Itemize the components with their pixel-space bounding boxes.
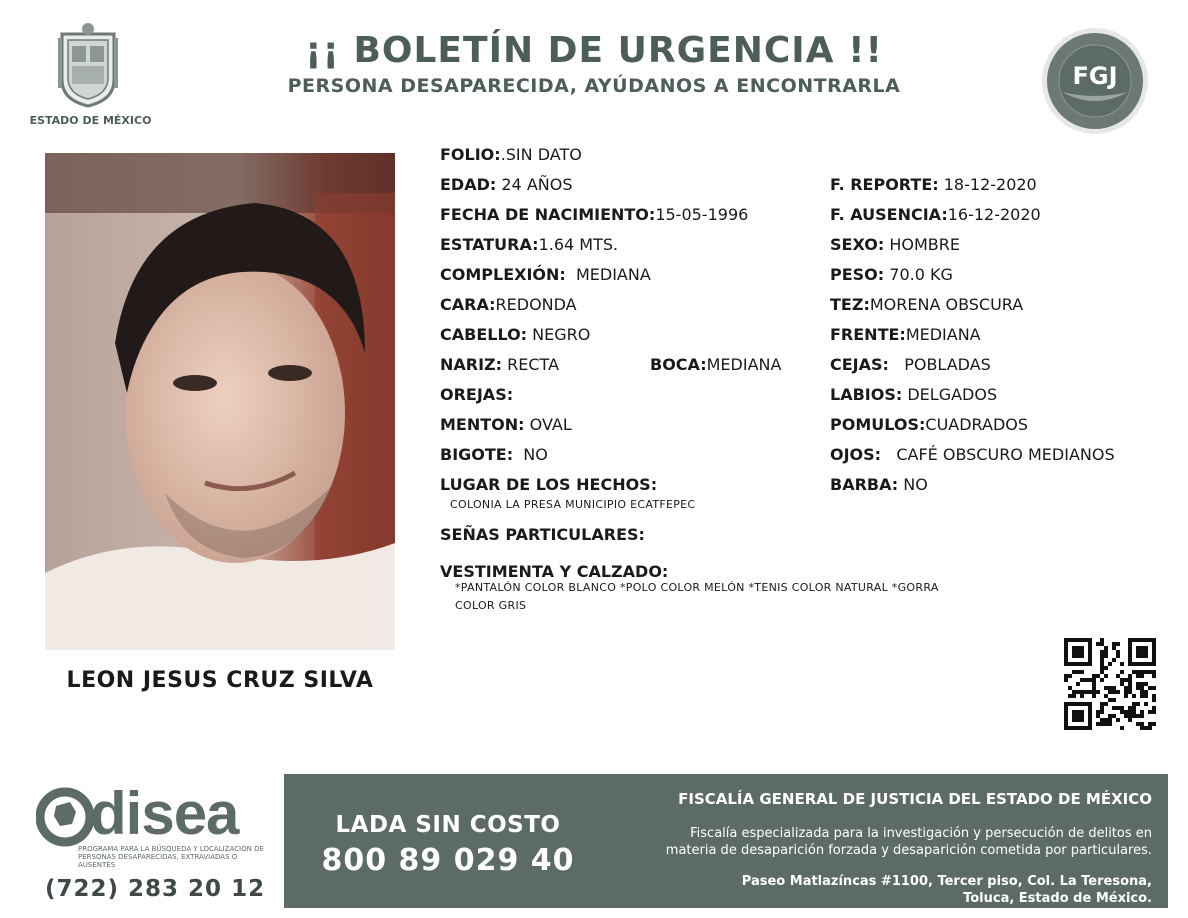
field-label: BOCA: (650, 355, 707, 374)
field-value: 70.0 KG (889, 265, 953, 284)
field-label: ESTATURA: (440, 235, 539, 254)
field-value: .SIN DATO (500, 145, 582, 164)
field-label: BARBA: (830, 475, 899, 494)
field-value: NO (903, 475, 928, 494)
fgje-desc-line2: materia de desaparición forzada y desaparición cometida por particulares. (665, 843, 1152, 858)
lada-number[interactable]: 800 89 029 40 (321, 843, 575, 878)
field-f-ausencia (830, 205, 1041, 224)
bulletin-title: ¡¡ BOLETÍN DE URGENCIA !! (305, 30, 883, 71)
fgj-seal-icon (1040, 26, 1150, 136)
fgje-addr-line2: Toluca, Estado de México. (963, 891, 1152, 906)
field-value: MEDIANA (706, 355, 782, 374)
field-label: F. AUSENCIA: (830, 205, 948, 224)
field-estatura (440, 235, 618, 254)
field-value: REDONDA (495, 295, 577, 314)
field-label: FECHA DE NACIMIENTO: (440, 205, 656, 224)
fgj-logo-text: FGJ (1072, 62, 1118, 90)
field-value: HOMBRE (889, 235, 960, 254)
field-value: 15-05-1996 (655, 205, 749, 224)
field-menton (440, 415, 572, 434)
field-edad (440, 175, 572, 194)
qr-code[interactable] (1064, 638, 1156, 730)
field-value: DELGADOS (907, 385, 998, 404)
field-vestimenta-line2: COLOR GRIS (455, 599, 527, 612)
field-pomulos (830, 415, 1028, 434)
fgje-addr-line1: Paseo Matlazíncas #1100, Tercer piso, Col. La Teresona, (741, 874, 1152, 889)
field-nariz (440, 355, 559, 374)
field-value: 18-12-2020 (943, 175, 1037, 194)
field-label: SEÑAS PARTICULARES: (440, 525, 645, 544)
field-folio (440, 145, 582, 164)
field-label: TEZ: (830, 295, 870, 314)
field-label: CEJAS: (830, 355, 889, 374)
field-label: POMULOS: (830, 415, 926, 434)
missing-person-photo (45, 153, 395, 650)
field-cabello (440, 325, 590, 344)
field-label: SEXO: (830, 235, 885, 254)
field-label: LUGAR DE LOS HECHOS: (440, 475, 658, 494)
fgje-description (592, 825, 1152, 859)
field-ojos (830, 445, 1115, 464)
field-label: F. REPORTE: (830, 175, 939, 194)
odisea-wordmark: disea (90, 780, 239, 847)
field-value: CAFÉ OBSCURO MEDIANOS (896, 445, 1115, 464)
field-value: NO (523, 445, 548, 464)
state-label: ESTADO DE MÉXICO (29, 114, 152, 127)
field-label: FOLIO: (440, 145, 501, 164)
field-cara (440, 295, 577, 314)
field-label: NARIZ: (440, 355, 503, 374)
odisea-phone[interactable]: (722) 283 20 12 (45, 876, 266, 902)
field-tez (830, 295, 1023, 314)
field-label: PESO: (830, 265, 885, 284)
fgje-desc-line1: Fiscalía especializada para la investigación y persecución de delitos en (690, 826, 1152, 841)
field-value: RECTA (507, 355, 560, 374)
field-peso (830, 265, 953, 284)
field-bigote (440, 445, 548, 464)
field-label: LABIOS: (830, 385, 903, 404)
lada-label: LADA SIN COSTO (335, 812, 561, 838)
odisea-logo-icon (36, 786, 94, 848)
field-value: 16-12-2020 (947, 205, 1041, 224)
field-value: OVAL (529, 415, 572, 434)
field-label: CABELLO: (440, 325, 528, 344)
field-boca (650, 355, 781, 374)
field-f-reporte (830, 175, 1037, 194)
field-value: MEDIANA (905, 325, 981, 344)
field-label: FRENTE: (830, 325, 906, 344)
field-labios (830, 385, 997, 404)
bulletin-subtitle: PERSONA DESAPARECIDA, AYÚDANOS A ENCONTRARLA (287, 75, 901, 97)
field-label: CARA: (440, 295, 496, 314)
field-barba (830, 475, 928, 494)
field-label: BIGOTE: (440, 445, 514, 464)
field-value: 1.64 MTS. (538, 235, 619, 254)
field-label: COMPLEXIÓN: (440, 265, 566, 284)
field-label: OJOS: (830, 445, 882, 464)
field-vestimenta-line1: *PANTALÓN COLOR BLANCO *POLO COLOR MELÓN *TENIS COLOR NATURAL *GORRA (455, 581, 939, 594)
field-cejas (830, 355, 991, 374)
field-label: EDAD: (440, 175, 497, 194)
field-value: POBLADAS (904, 355, 991, 374)
field-senas (440, 525, 645, 544)
fgje-address (592, 873, 1152, 907)
field-value: MORENA OBSCURA (869, 295, 1024, 314)
field-fecha-nacimiento (440, 205, 748, 224)
odisea-program-text: PROGRAMA PARA LA BÚSQUEDA Y LOCALIZACIÓN DE PERSONAS DESAPARECIDAS, EXTRAVIADAS O AUSENTES (78, 845, 264, 869)
field-frente (830, 325, 981, 344)
field-label: VESTIMENTA Y CALZADO: (440, 562, 669, 581)
field-lugar-label (440, 475, 657, 494)
fgje-title: FISCALÍA GENERAL DE JUSTICIA DEL ESTADO DE MÉXICO (678, 790, 1152, 808)
field-sexo (830, 235, 960, 254)
field-value: MEDIANA (575, 265, 651, 284)
field-label: OREJAS: (440, 385, 514, 404)
field-label: MENTON: (440, 415, 525, 434)
field-value: 24 AÑOS (501, 175, 573, 194)
fgj-logo (1040, 26, 1150, 136)
field-value: NEGRO (532, 325, 591, 344)
person-name: LEON JESUS CRUZ SILVA (66, 668, 374, 693)
field-complexion (440, 265, 651, 284)
field-lugar-value: COLONIA LA PRESA MUNICIPIO ECATFEPEC (450, 498, 696, 511)
field-value: CUADRADOS (925, 415, 1029, 434)
field-vestimenta-label (440, 562, 668, 581)
field-orejas (440, 385, 513, 404)
